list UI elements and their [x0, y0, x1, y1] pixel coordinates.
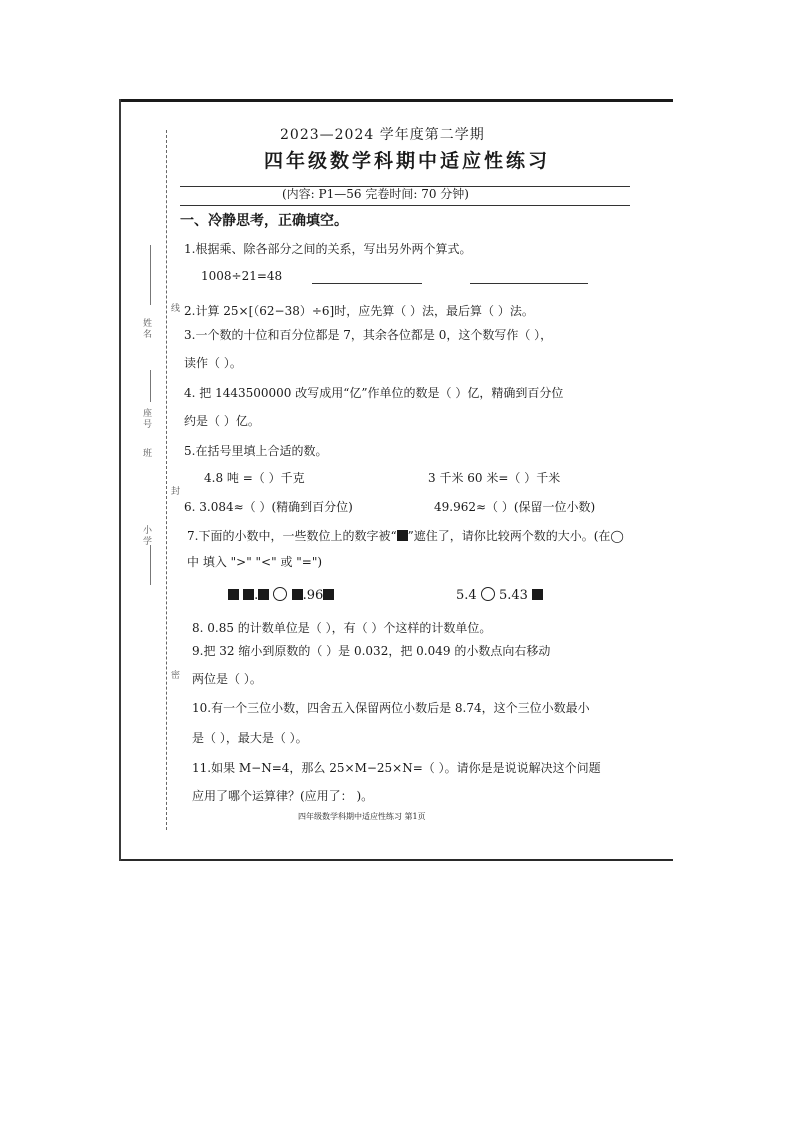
q6-part-b: 49.962≈（ ）(保留一位小数): [434, 500, 596, 514]
q7-expression-1: [228, 587, 334, 602]
q7-expr2-right: 5.43: [498, 588, 528, 603]
q9-line2: 两位是（ ）。: [192, 672, 262, 686]
masked-digit-icon: [323, 589, 334, 600]
q7-line1-end: ”遮住了，请你比较两个数的大小。(在◯: [407, 529, 624, 543]
binding-line: [166, 130, 167, 830]
school-blank: [150, 545, 151, 585]
q7-expr1-tail: .96: [302, 588, 324, 603]
name-blank: [150, 245, 151, 305]
q3-line2: 读作（ ）。: [184, 356, 242, 370]
q7-expression-2: [456, 587, 543, 602]
scan-left-edge: [119, 99, 121, 861]
side-line-mark: 线: [169, 303, 179, 314]
q7-expr1-dot: .: [254, 588, 259, 603]
q2-text: 2.计算 25×[（62−38）÷6]时，应先算（ ）法，最后算（ ）法。: [184, 304, 534, 318]
compare-circle[interactable]: [481, 587, 495, 601]
q3-line1: 3.一个数的十位和百分位都是 7，其余各位都是 0，这个数写作（ ），: [184, 328, 553, 342]
side-school-label: 小学: [141, 525, 151, 547]
q5-part-b: 3 千米 60 米=（ ）千米: [428, 471, 561, 485]
masked-digit-icon: [292, 589, 303, 600]
q8-text: 8. 0.85 的计数单位是（ ），有（ ）个这样的计数单位。: [192, 621, 492, 635]
masked-digit-icon: [258, 589, 269, 600]
masked-digit-icon: [532, 589, 543, 600]
q1-answer-blank-1[interactable]: [312, 283, 422, 284]
q10-line1: 10.有一个三位小数，四舍五入保留两位小数后是 8.74，这个三位小数最小: [192, 701, 590, 715]
q1-answer-blank-2[interactable]: [470, 283, 588, 284]
scan-bottom-edge: [119, 859, 673, 861]
q10-line2: 是（ ），最大是（ ）。: [192, 731, 308, 745]
section-title: 一、冷静思考，正确填空。: [180, 213, 348, 229]
q1-text: 1.根据乘、除各部分之间的关系，写出另外两个算式。: [184, 242, 472, 256]
q7-line2: 中 填入 ">" "<" 或 "="): [187, 555, 323, 569]
q11-line2: 应用了哪个运算律？(应用了： )。: [192, 789, 374, 803]
q4-line1: 4. 把 1443500000 改写成用“亿”作单位的数是（ ）亿，精确到百分位: [184, 386, 564, 400]
masked-digit-icon: [228, 589, 239, 600]
q11-line1: 11.如果 M−N=4，那么 25×M−25×N=（ ）。请你是是说说解决这个问题: [192, 761, 601, 775]
side-seal-mark: 封: [169, 486, 179, 497]
q5-text: 5.在括号里填上合适的数。: [184, 444, 328, 458]
side-dense-mark: 密: [169, 670, 179, 681]
q7-expr2-left: 5.4: [456, 588, 477, 603]
exam-subtitle: (内容: P1—56 完卷时间: 70 分钟): [282, 187, 469, 201]
school-year: 2023—2024 学年度第二学期: [280, 127, 485, 143]
q1-equation: 1008÷21=48: [201, 269, 283, 283]
page-footer: 四年级数学科期中适应性练习 第1页: [298, 812, 426, 821]
q5-part-a: 4.8 吨 =（ ）千克: [204, 471, 305, 485]
q7-line1: [187, 530, 624, 542]
exam-title: 四年级数学科期中适应性练习: [264, 150, 551, 172]
title-rule-bottom: [180, 205, 630, 206]
q9-line1: 9.把 32 缩小到原数的（ ）是 0.032，把 0.049 的小数点向右移动: [192, 644, 551, 658]
seat-blank: [150, 370, 151, 402]
side-class-label: 班: [141, 448, 151, 459]
masked-digit-icon: [397, 530, 408, 541]
q6-part-a: 6. 3.084≈（ ）(精确到百分位): [184, 500, 353, 514]
side-seat-label: 座号: [141, 408, 151, 430]
side-name-label: 姓名: [141, 318, 151, 340]
q4-line2: 约是（ ）亿。: [184, 414, 260, 428]
compare-circle[interactable]: [273, 587, 287, 601]
q7-line1-start: 7.下面的小数中，一些数位上的数字被“: [187, 529, 397, 543]
scan-top-edge: [119, 99, 673, 102]
masked-digit-icon: [243, 589, 254, 600]
